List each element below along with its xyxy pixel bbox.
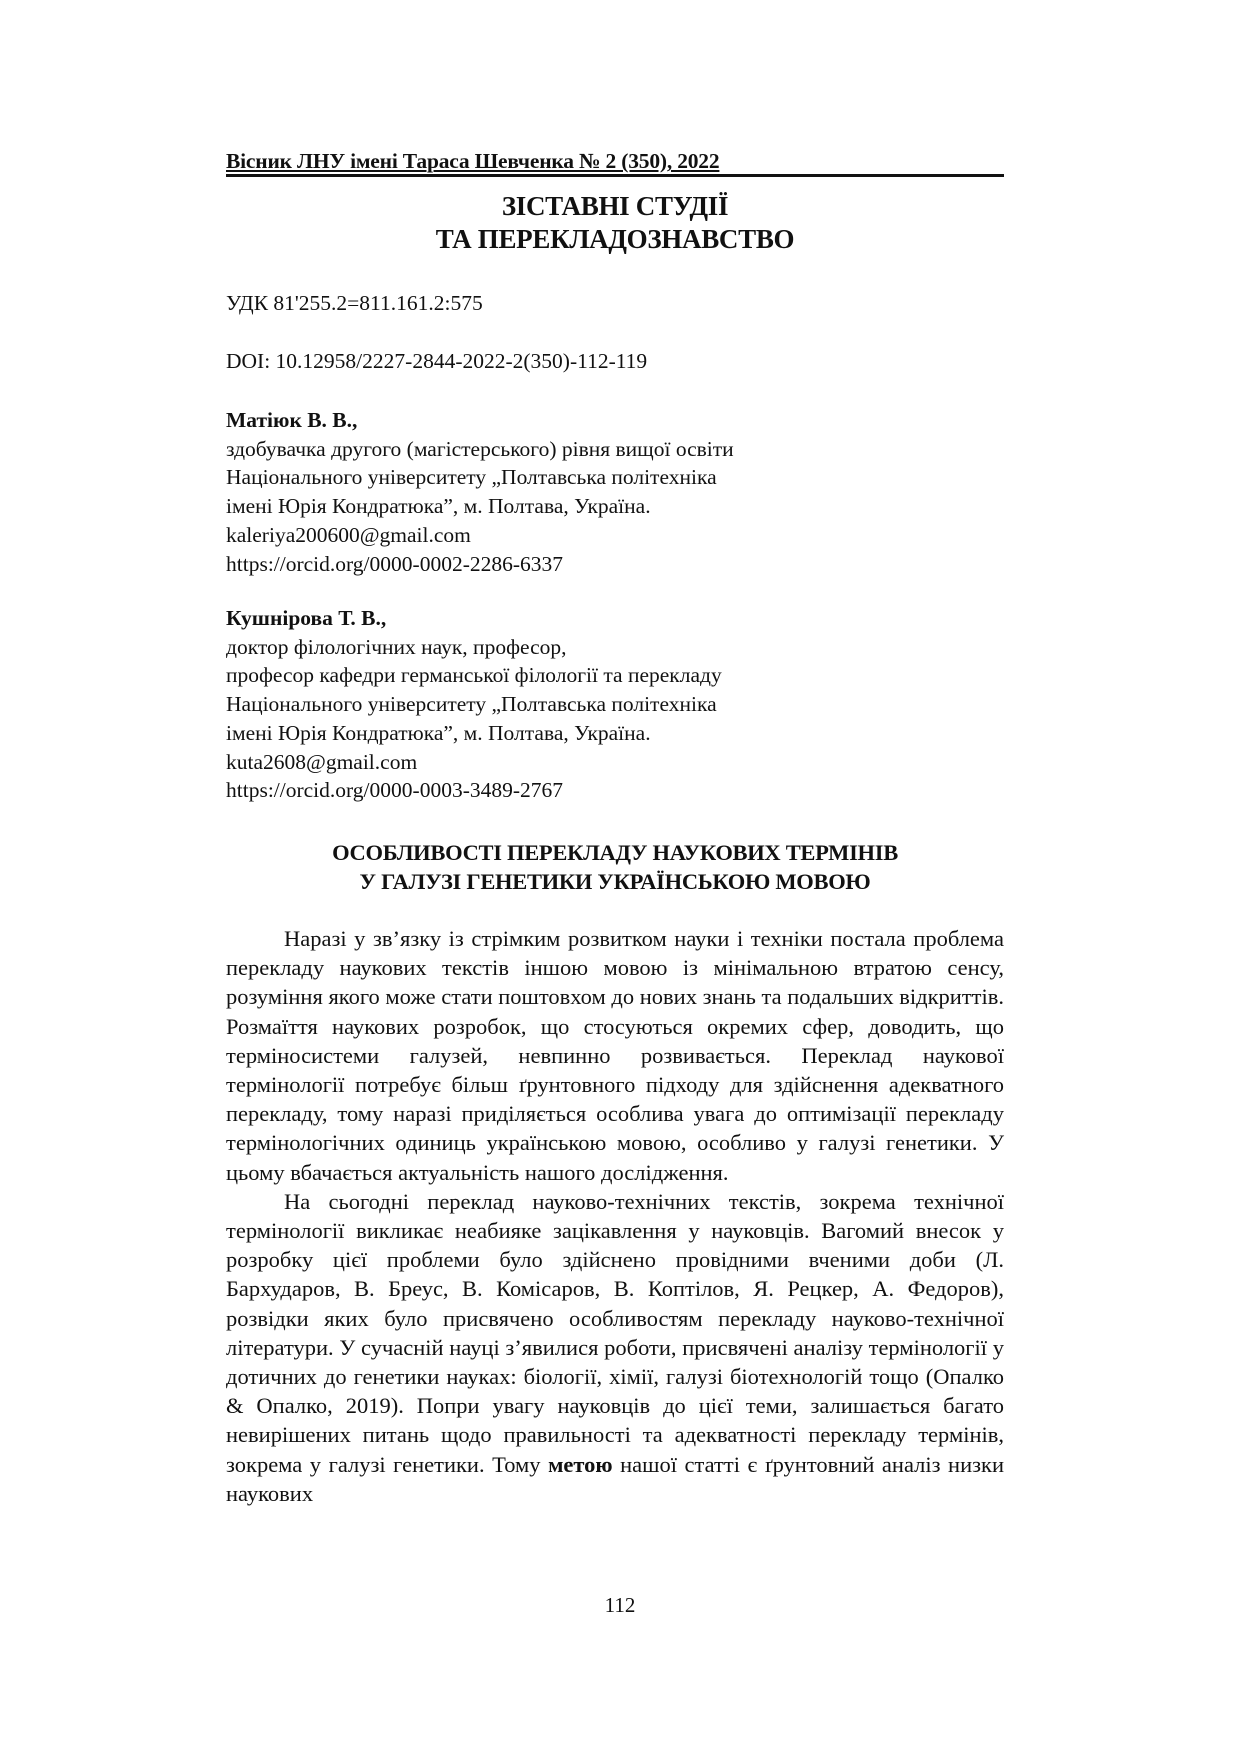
author-block-2 xyxy=(226,604,722,805)
author-degree: доктор філологічних наук, професор, xyxy=(226,634,567,659)
paragraph-text: нашої статті є ґрунтовний аналіз низки наукових xyxy=(226,1451,1005,1506)
author-name: Матіюк В. В., xyxy=(226,408,358,432)
section-title-line-2: ТА ПЕРЕКЛАДОЗНАВСТВО xyxy=(435,224,795,254)
journal-header xyxy=(226,148,1004,177)
author-name: Кушнірова Т. В., xyxy=(226,606,387,630)
author-email[interactable]: kuta2608@gmail.com xyxy=(226,749,418,774)
article-title xyxy=(226,838,1004,896)
paragraph: Наразі у зв’язку із стрімким розвитком науки і техніки постала проблема перекладу наукових текстів іншою мовою із мінімальною втратою сенсу, розуміння якого може стати поштовхом до нових знань та подальших відкриттів. Розмаїття наукових розробок, що стосуються окремих сфер, доводить, що терміносистеми галузей, невпинно розвивається. Переклад наукової термінології потребує більш ґрунтовного підходу для здійснення адекватного перекладу, тому наразі приділяється особлива увага до оптимізації перекладу термінологічних одиниць українською мовою, особливо у галузі генетики. У цьому вбачається актуальність нашого дослідження. xyxy=(226,926,1004,1185)
article-title-line-2: У ГАЛУЗІ ГЕНЕТИКИ УКРАЇНСЬКОЮ МОВОЮ xyxy=(359,869,871,894)
author-affiliation-city: імені Юрія Кондратюка”, м. Полтава, Україна. xyxy=(226,720,651,745)
author-orcid-link[interactable]: https://orcid.org/0000-0003-3489-2767 xyxy=(226,778,564,803)
journal-title: Вісник ЛНУ імені Тараса Шевченка № 2 (350), 2022 xyxy=(226,149,720,173)
article-body xyxy=(226,924,1004,1508)
author-affiliation-city: імені Юрія Кондратюка”, м. Полтава, Україна. xyxy=(226,494,651,519)
author-position: здобувачка другого (магістерського) рівня вищої освіти xyxy=(226,436,734,461)
section-title xyxy=(226,190,1004,256)
page-number: 112 xyxy=(604,1593,636,1617)
author-position: професор кафедри германської філології та перекладу xyxy=(226,663,722,688)
paragraph xyxy=(226,1187,1004,1508)
udc-code: УДК 81'255.2=811.161.2:575 xyxy=(226,291,483,315)
paragraph-text: На сьогодні переклад науково-технічних текстів, зокрема технічної термінології викликає неабияке зацікавлення у науковців. Вагомий внесок у розробку цієї проблеми було здійснено провідними вченими доби (Л. Бархударов, В. Бреус, В. Комісаров, В. Коптілов, Я. Рецкер, А. Федоров), розвідки яких було присвячено особливостям перекладу науково-технічної літератури. У сучасній науці з’явилися роботи, присвячені аналізу термінології у дотичних до генетики науках: біології, хімії, галузі біотехнологій тощо (Опалко & Опалко, 2019). Попри увагу науковців до цієї теми, залишається багато невирішених питань щодо правильності та адекватності перекладу термінів, зокрема у галузі генетики. Тому xyxy=(226,1188,1004,1477)
author-affiliation: Національного університету „Полтавська політехніка xyxy=(226,692,717,717)
doi: DOI: 10.12958/2227-2844-2022-2(350)-112-119 xyxy=(226,349,648,373)
author-affiliation: Національного університету „Полтавська політехніка xyxy=(226,465,717,490)
emphasis-term: метою xyxy=(548,1451,613,1477)
author-email[interactable]: kaleriya200600@gmail.com xyxy=(226,522,471,547)
article-title-line-1: ОСОБЛИВОСТІ ПЕРЕКЛАДУ НАУКОВИХ ТЕРМІНІВ xyxy=(332,840,898,865)
section-title-line-1: ЗІСТАВНІ СТУДІЇ xyxy=(501,191,729,221)
author-orcid-link[interactable]: https://orcid.org/0000-0002-2286-6337 xyxy=(226,551,564,576)
author-block-1 xyxy=(226,406,734,578)
